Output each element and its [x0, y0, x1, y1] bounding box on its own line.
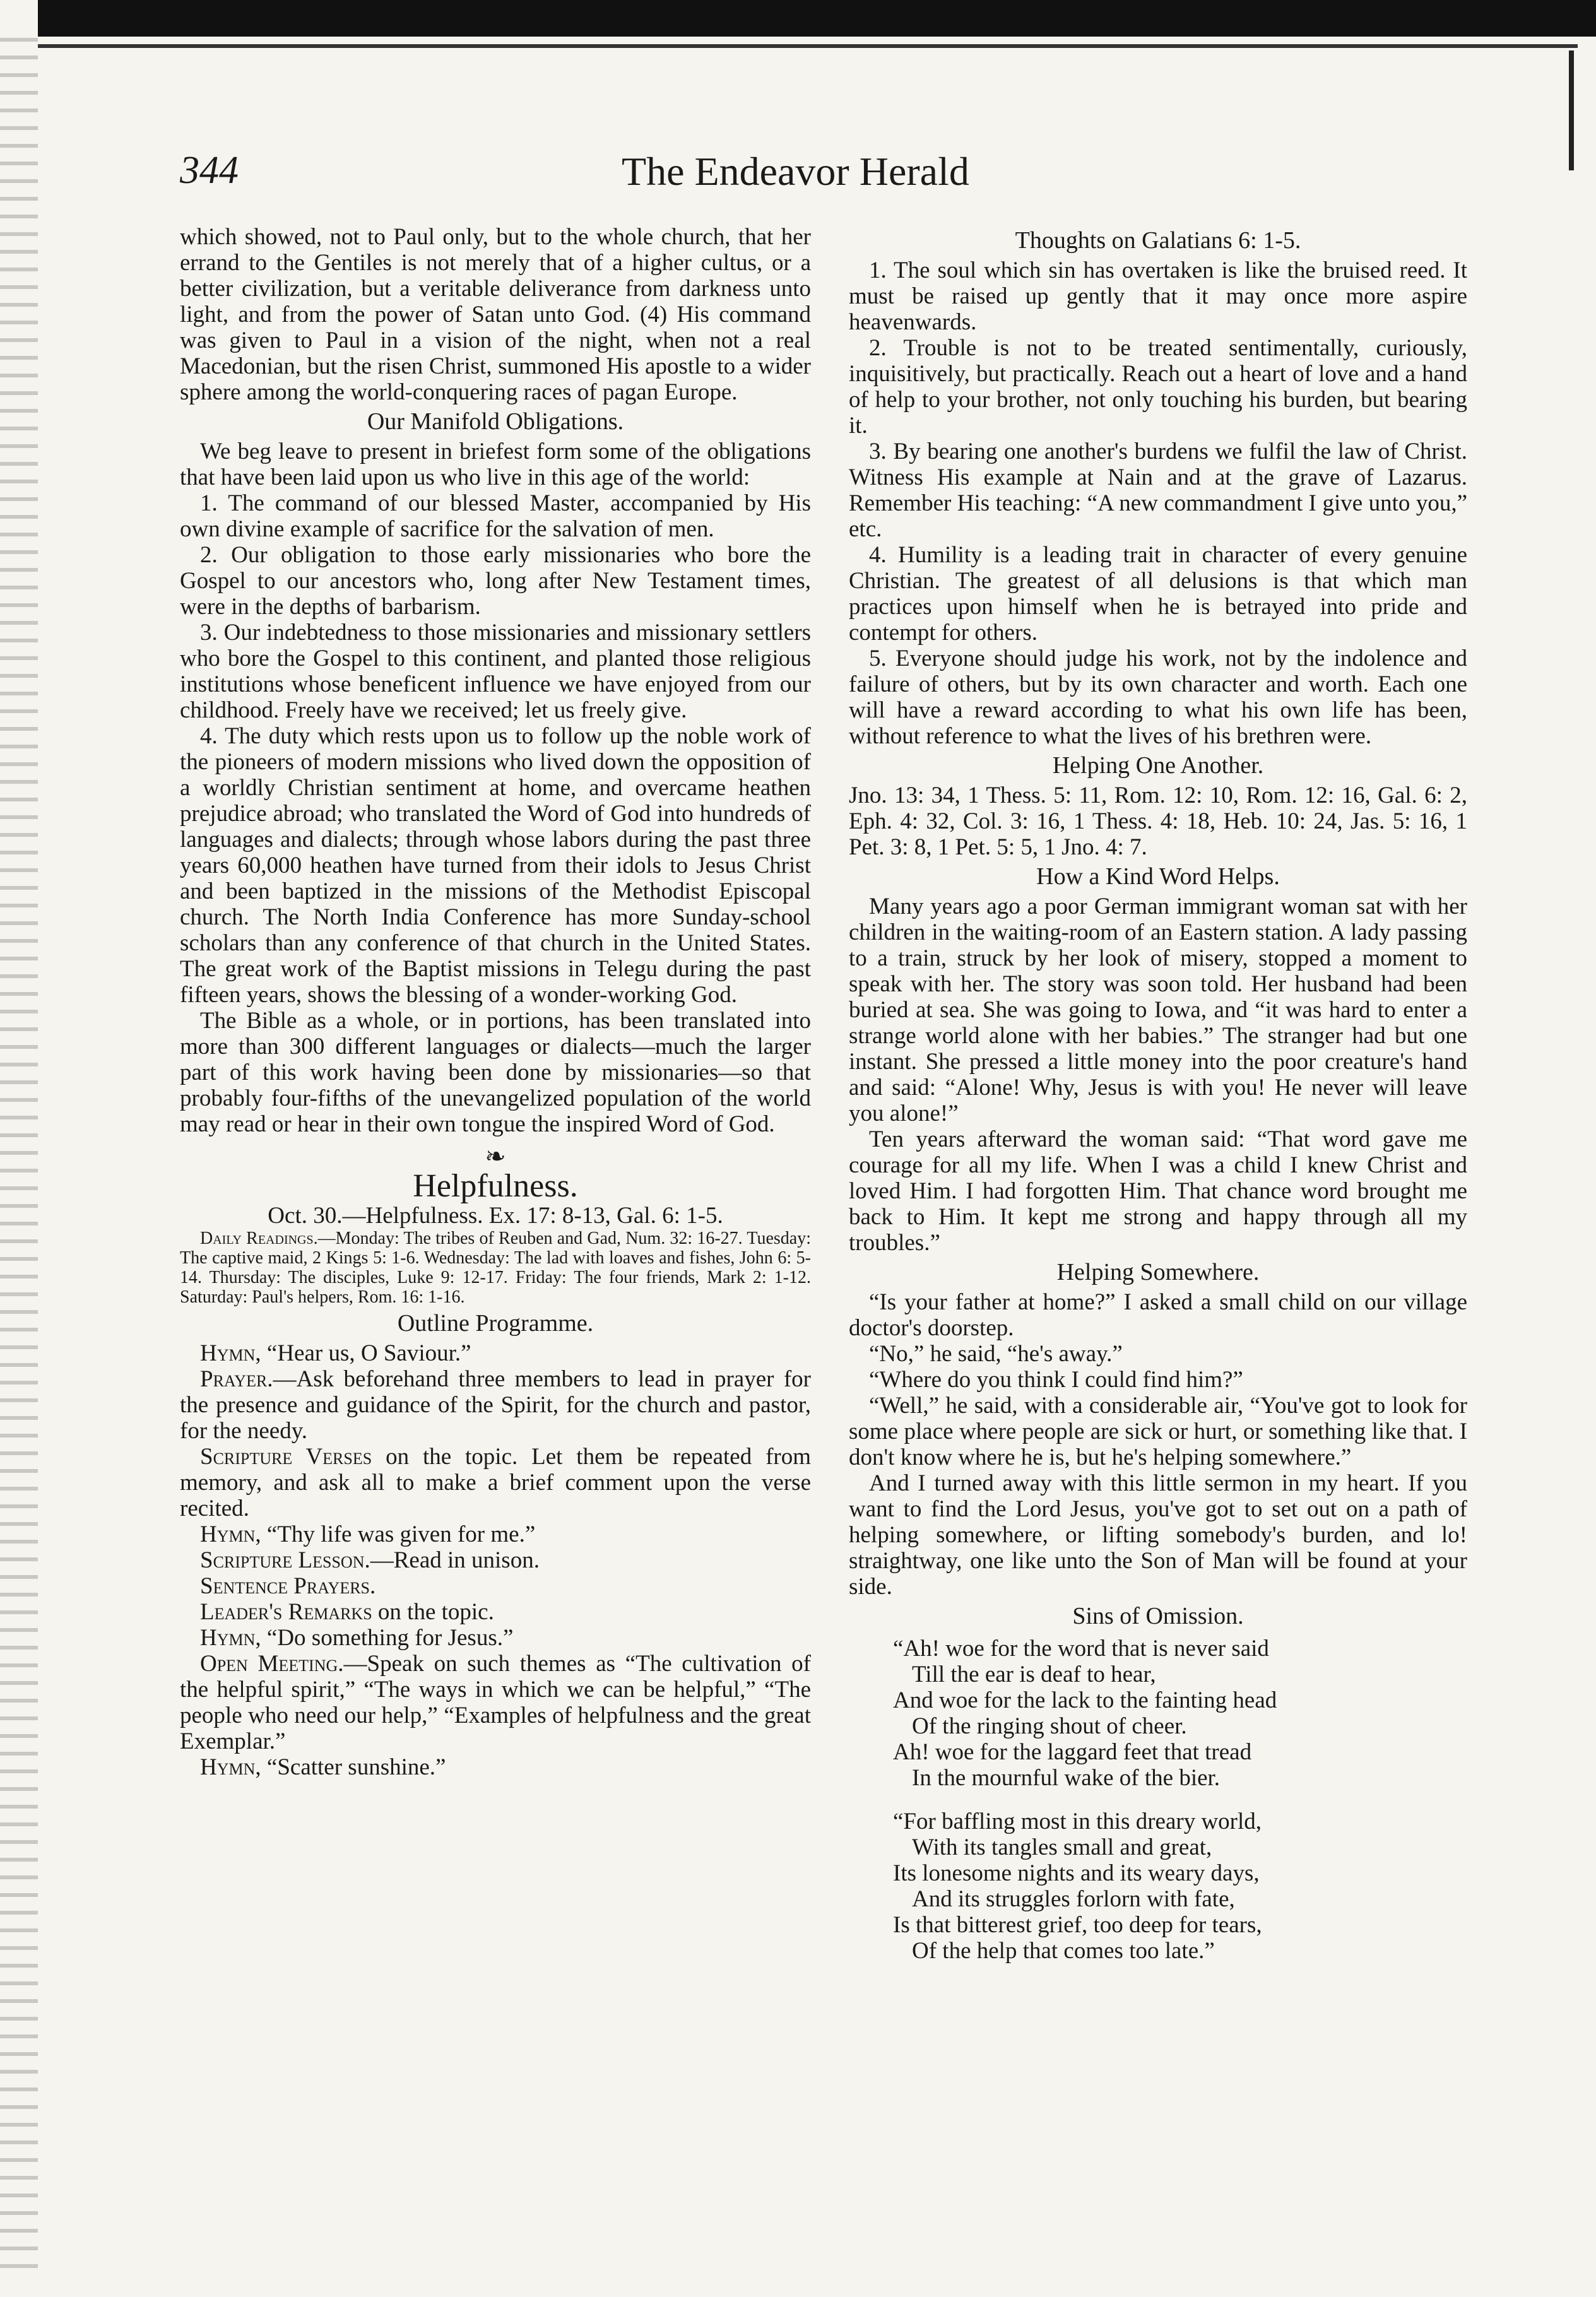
daily-readings-label: Daily Readings. [200, 1229, 318, 1248]
left-column [180, 224, 811, 1780]
programme-text: on the topic. Let them be repeated from memory, and ask all to make a brief comment upon the verse recited. [180, 1444, 812, 1521]
paper-title: The Endeavor Herald [622, 149, 969, 194]
poem-line: With its tangles small and great, [912, 1834, 1212, 1860]
poem-line: And its struggles forlorn with fate, [912, 1886, 1235, 1912]
programme-item [180, 1340, 811, 1366]
programme-text: —Ask beforehand three members to lead in prayer for the presence and guidance of the Spirit, for the church and pastor, for the needy. [180, 1366, 811, 1444]
poem-line: “For baffling most in this dreary world, [893, 1809, 1262, 1834]
section-heading-obligations: Our Manifold Obligations. [367, 408, 624, 435]
programme-label: Hymn, [200, 1625, 261, 1651]
paragraph: which showed, not to Paul only, but to the whole church, that her errand to the Gentiles is not merely that of a higher cultus, or a better civilization, but a veritable deliverance from darkness unto light, and from the power of Satan unto God. (4) His command was given to Paul in a vision of the night, when not a real Macedonian, but the risen Christ, summoned His apostle to a wider sphere among the world-conquering races of pagan Europe. [180, 224, 811, 405]
programme-item [180, 1651, 811, 1754]
poem [893, 1636, 1467, 1964]
paragraph: 2. Our obligation to those early missionaries who bore the Gospel to our ancestors who, long after New Testament times, were in the depths of barbarism. [180, 542, 811, 620]
top-border [38, 0, 1596, 37]
section-heading-outline: Outline Programme. [397, 1310, 594, 1337]
programme-label: Prayer. [200, 1366, 273, 1392]
poem-line: Of the ringing shout of cheer. [912, 1713, 1187, 1739]
programme-item [180, 1444, 811, 1521]
ornament-icon: ❧ [485, 1142, 506, 1171]
programme-label: Open Meeting. [200, 1651, 344, 1677]
poem-line: Till the ear is deaf to hear, [912, 1662, 1156, 1687]
programme-text: “Hear us, O Saviour.” [261, 1340, 471, 1366]
paragraph: “Where do you think I could find him?” [869, 1367, 1243, 1393]
paragraph: 3. By bearing one another's burdens we fulfil the law of Christ. Witness His example at Nain and at the grave of Lazarus. Remember His teaching: “A new commandment I give unto you,” etc. [849, 439, 1467, 542]
programme-label: Sentence Prayers. [200, 1573, 376, 1599]
programme-label: Hymn, [200, 1754, 261, 1780]
programme-text: “Thy life was given for me.” [261, 1521, 536, 1547]
right-column [849, 224, 1467, 1964]
programme-label: Scripture Verses [200, 1444, 372, 1470]
paragraph: “Is your father at home?” I asked a small child on our village doctor's doorstep. [849, 1289, 1467, 1341]
paragraph: 1. The command of our blessed Master, accompanied by His own divine example of sacrifice for the salvation of men. [180, 490, 811, 542]
page-number: 344 [180, 149, 239, 192]
programme-item [180, 1521, 811, 1547]
paragraph: “Well,” he said, with a considerable air, “You've got to look for some place where people are sick or hurt, or something like that. I don't know where he is, but he's helping somewhere.” [849, 1393, 1467, 1470]
paragraph: 4. Humility is a leading trait in character of every genuine Christian. The greatest of all delusions is that which man practices upon himself when he is betrayed into pride and contempt for others. [849, 542, 1467, 646]
right-edge-rule [1569, 50, 1574, 170]
section-heading-helpfulness: Helpfulness. [413, 1168, 578, 1204]
programme-item [180, 1366, 811, 1444]
stanza-gap [893, 1791, 1467, 1809]
poem-line: “Ah! woe for the word that is never said [893, 1636, 1269, 1662]
programme-label: Leader's Remarks [200, 1599, 372, 1625]
paragraph: And I turned away with this little sermon in my heart. If you want to find the Lord Jesus, you've got to set out on a path of helping somewhere, or lifting somebody's burden, and lo! straightway, one like unto the Son of Man will be found at your side. [849, 1470, 1467, 1600]
programme-text: on the topic. [372, 1599, 494, 1625]
poem-line: Ah! woe for the laggard feet that tread [893, 1739, 1252, 1765]
poem-line: Its lonesome nights and its weary days, [893, 1860, 1260, 1886]
poem-line: In the mournful wake of the bier. [912, 1765, 1221, 1791]
paragraph: 1. The soul which sin has overtaken is like the bruised reed. It must be raised up gently that it may once more aspire heavenwards. [849, 257, 1467, 335]
section-heading-sins-of-omission: Sins of Omission. [1072, 1603, 1244, 1629]
poem-line: Is that bitterest grief, too deep for tears, [893, 1912, 1262, 1938]
paragraph: 3. Our indebtedness to those missionaries and missionary settlers who bore the Gospel to this continent, and planted those religious institutions whose beneficent influence we have enjoyed from our childhood. Freely have we received; let us freely give. [180, 620, 811, 723]
programme-label: Hymn, [200, 1340, 261, 1366]
paragraph: Ten years afterward the woman said: “That word gave me courage for all my life. When I was a child I knew Christ and loved Him. I had forgotten Him. That chance word brought me back to Him. It kept me strong and happy through all my troubles.” [849, 1126, 1467, 1256]
programme-text: —Read in unison. [370, 1547, 540, 1573]
programme-item [180, 1625, 811, 1651]
programme-label: Scripture Lesson. [200, 1547, 370, 1573]
programme-text: “Do something for Jesus.” [261, 1625, 514, 1651]
programme-label: Hymn, [200, 1521, 261, 1547]
programme-text: —Speak on such themes as “The cultivation of the helpful spirit,” “The ways in which we can be helpful,” “The people who need our help,” “Examples of helpfulness and the great Exemplar.” [180, 1651, 812, 1754]
section-heading-helping-somewhere: Helping Somewhere. [1056, 1259, 1260, 1285]
programme-item [180, 1573, 811, 1599]
poem-line: And woe for the lack to the fainting head [893, 1687, 1277, 1713]
paragraph: 4. The duty which rests upon us to follow up the noble work of the pioneers of modern missions who lived down the opposition of a worldly Christian sentiment at home, and overcame heathen prejudice abroad; who translated the Word of God into hundreds of languages and dialects; through whose labors during the past three years 60,000 heathen have turned from their idols to Jesus Christ and been baptized in the missions of the Methodist Episcopal church. The North India Conference has more Sunday-school scholars than any conference of that church in the United States. The great work of the Baptist missions in Telegu during the past fifteen years, shows the blessing of a wonder-working God. [180, 723, 811, 1008]
daily-readings-text: —Monday: The tribes of Reuben and Gad, Num. 32: 16-27. Tuesday: The captive maid, 2 Kings 5: 1-6. Wednesday: The lad with loaves and fishes, John 6: 5-14. Thursday: The disciples, Luke 9: 12-17. Friday: The four friends, Mark 2: 1-12. Saturday: Paul's helpers, Rom. 16: 1-16. [180, 1229, 812, 1307]
programme-item [180, 1547, 811, 1573]
scripture-references: Jno. 13: 34, 1 Thess. 5: 11, Rom. 12: 10, Rom. 12: 16, Gal. 6: 2, Eph. 4: 32, Col. 3: 16, 1 Thess. 4: 18, Heb. 10: 24, Jas. 5: 16, 1 Pet. 3: 8, 1 Pet. 5: 5, 1 Jno. 4: 7. [849, 782, 1467, 860]
daily-readings [180, 1229, 811, 1307]
paragraph: We beg leave to present in briefest form some of the obligations that have been laid upon us who live in this age of the world: [180, 439, 811, 490]
programme-item [180, 1599, 811, 1625]
paragraph: 5. Everyone should judge his work, not by the indolence and failure of others, but by its own character and worth. Each one will have a reward according to what his own life has been, without reference to what the lives of his brethren were. [849, 646, 1467, 749]
section-heading-thoughts: Thoughts on Galatians 6: 1-5. [1015, 227, 1301, 254]
section-heading-helping-one-another: Helping One Another. [1052, 752, 1264, 779]
left-page-edge [0, 38, 38, 2272]
page-header [180, 148, 1480, 205]
top-rule [38, 44, 1578, 48]
paragraph: “No,” he said, “he's away.” [869, 1341, 1123, 1367]
poem-line: Of the help that comes too late.” [912, 1938, 1215, 1964]
programme-item [180, 1754, 811, 1780]
paragraph: Many years ago a poor German immigrant woman sat with her children in the waiting-room of an Eastern station. A lady passing to a train, struck by her look of misery, stopped a moment to speak with her. The story was soon told. Her husband had been buried at sea. She was going to Iowa, and “it was hard to enter a strange world alone with her babies.” The stranger had but one instant. She pressed a little money into the poor creature's hand and said: “Alone! Why, Jesus is with you! He never will leave you alone!” [849, 894, 1467, 1126]
paragraph: 2. Trouble is not to be treated sentimentally, curiously, inquisitively, but practically. Reach out a heart of love and a hand of help to your brother, not only touching his burden, but bearing it. [849, 335, 1467, 439]
section-heading-kind-word: How a Kind Word Helps. [1036, 863, 1280, 890]
paragraph: The Bible as a whole, or in portions, has been translated into more than 300 different languages or dialects—much the larger part of this work having been done by missionaries—so that probably four-fifths of the unevangelized population of the world may read or hear in their own tongue the inspired Word of God. [180, 1008, 811, 1137]
programme-text: “Scatter sunshine.” [261, 1754, 446, 1780]
topic-line: Oct. 30.—Helpfulness. Ex. 17: 8-13, Gal. 6: 1-5. [268, 1203, 723, 1229]
